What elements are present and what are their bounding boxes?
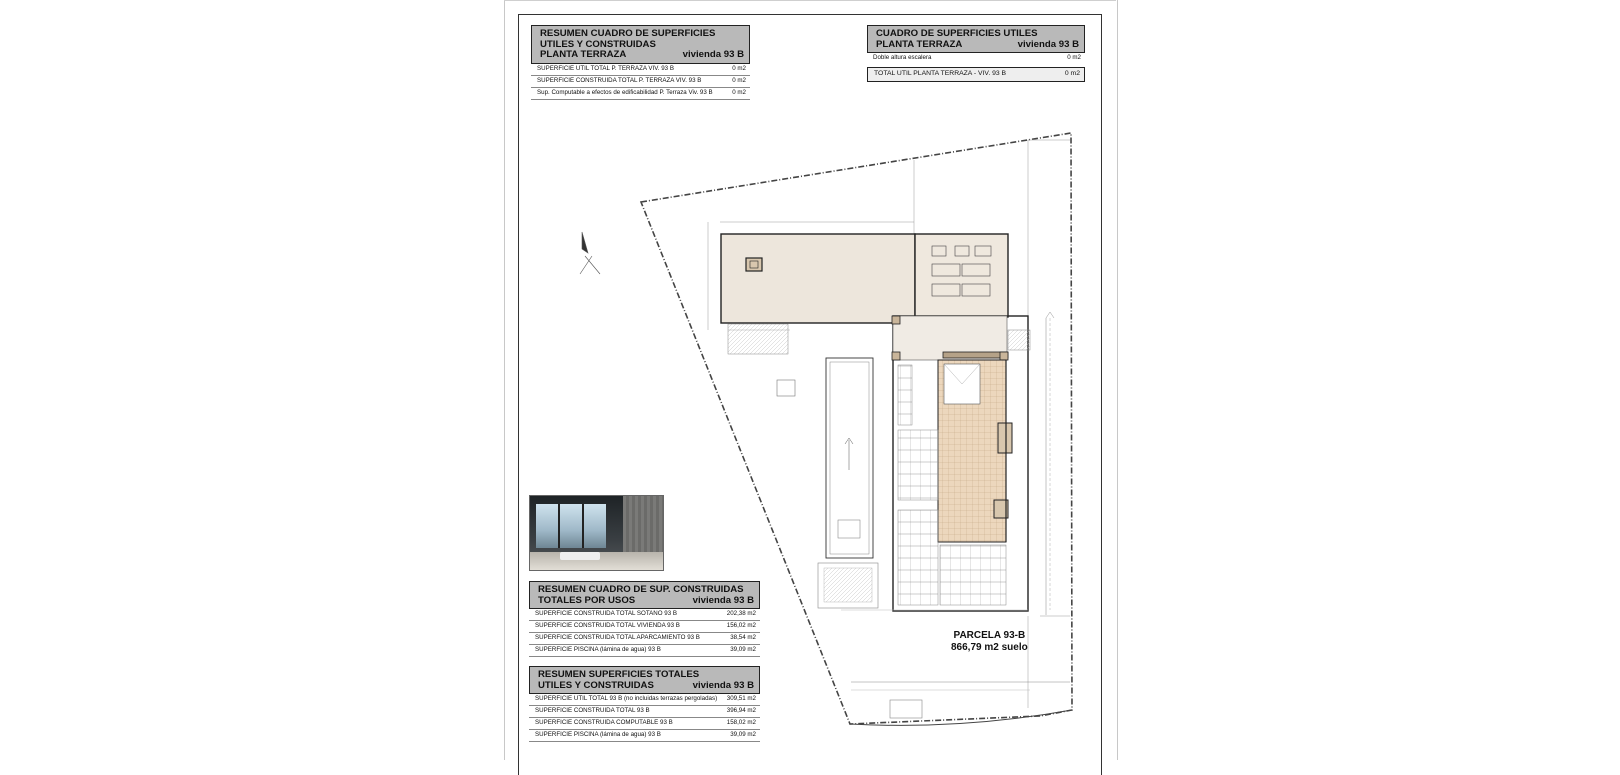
- row-label: SUPERFICIE PISCINA (lámina de agua) 93 B: [535, 646, 661, 654]
- header-line-1: RESUMEN CUADRO DE SUPERFICIES: [540, 28, 716, 39]
- vivienda-label: vivienda 93 B: [692, 679, 754, 691]
- row-label: SUPERFICIE CONSTRUIDA TOTAL 93 B: [535, 707, 650, 715]
- row-label: SUPERFICIE CONSTRUIDA TOTAL APARCAMIENTO 93 B: [535, 634, 700, 642]
- row-label: SUPERFICIE PISCINA (lámina de agua) 93 B: [535, 731, 661, 739]
- row-value: 0 m2: [1067, 54, 1081, 62]
- row-value: 156,02 m2: [726, 622, 756, 630]
- pool: [826, 358, 873, 558]
- row-label: SUPERFICIE CONSTRUIDA COMPUTABLE 93 B: [535, 719, 673, 727]
- row-label: SUPERFICIE CONSTRUIDA TOTAL VIVIENDA 93 B: [535, 622, 680, 630]
- parcela-label: [951, 630, 1028, 654]
- row-value: 158,02 m2: [726, 719, 756, 727]
- header-line-2: PLANTA TERRAZA: [876, 38, 963, 50]
- row-label: SUPERFICIE CONSTRUIDA TOTAL SOTANO 93 B: [535, 610, 677, 618]
- header-line-1: CUADRO DE SUPERFICIES UTILES: [876, 28, 1038, 39]
- row-value: 39,09 m2: [730, 646, 756, 654]
- row-value: 0 m2: [732, 64, 746, 72]
- north-arrow-icon: [580, 232, 600, 274]
- header-line-2: UTILES Y CONSTRUIDAS: [540, 38, 656, 50]
- total-value: 0 m2: [1064, 70, 1080, 78]
- row-label: SUPERFICIE UTIL TOTAL 93 B (no incluidas terrazas pergoladas): [535, 695, 718, 703]
- header-line-2: TOTALES POR USOS: [538, 594, 636, 606]
- parcela-area: 866,79 m2 suelo: [951, 642, 1028, 653]
- row-value: 309,51 m2: [726, 695, 756, 703]
- row-value: 0 m2: [732, 76, 746, 84]
- header-line-1: RESUMEN CUADRO DE SUP. CONSTRUIDAS: [538, 584, 744, 595]
- row-label: SUPERFICIE UTIL TOTAL P. TERRAZA VIV. 93 B: [537, 64, 674, 72]
- row-value: 0 m2: [732, 88, 746, 96]
- solar-panel-room: [915, 234, 1008, 317]
- header-line-1: RESUMEN SUPERFICIES TOTALES: [538, 669, 700, 680]
- vivienda-label: vivienda 93 B: [692, 594, 754, 606]
- header-line-3: PLANTA TERRAZA: [540, 49, 627, 60]
- row-value: 39,09 m2: [730, 731, 756, 739]
- header-line-2: UTILES Y CONSTRUIDAS: [538, 679, 654, 691]
- row-value: 38,54 m2: [730, 634, 756, 642]
- terrace-block: [721, 234, 915, 323]
- row-label: Sup. Computable a efectos de edificabilidad P. Terraza Viv. 93 B: [537, 88, 713, 96]
- row-label: SUPERFICIE CONSTRUIDA TOTAL P. TERRAZA VIV. 93 B: [537, 76, 702, 84]
- row-label: Doble altura escalera: [873, 54, 932, 62]
- total-label: TOTAL UTIL PLANTA TERRAZA - VIV. 93 B: [874, 70, 1007, 78]
- vivienda-label: vivienda 93 B: [682, 49, 744, 60]
- parcela-title: PARCELA 93-B: [953, 630, 1026, 641]
- row-value: 202,38 m2: [726, 610, 756, 618]
- row-value: 396,94 m2: [726, 707, 756, 715]
- vivienda-label: vivienda 93 B: [1017, 38, 1079, 50]
